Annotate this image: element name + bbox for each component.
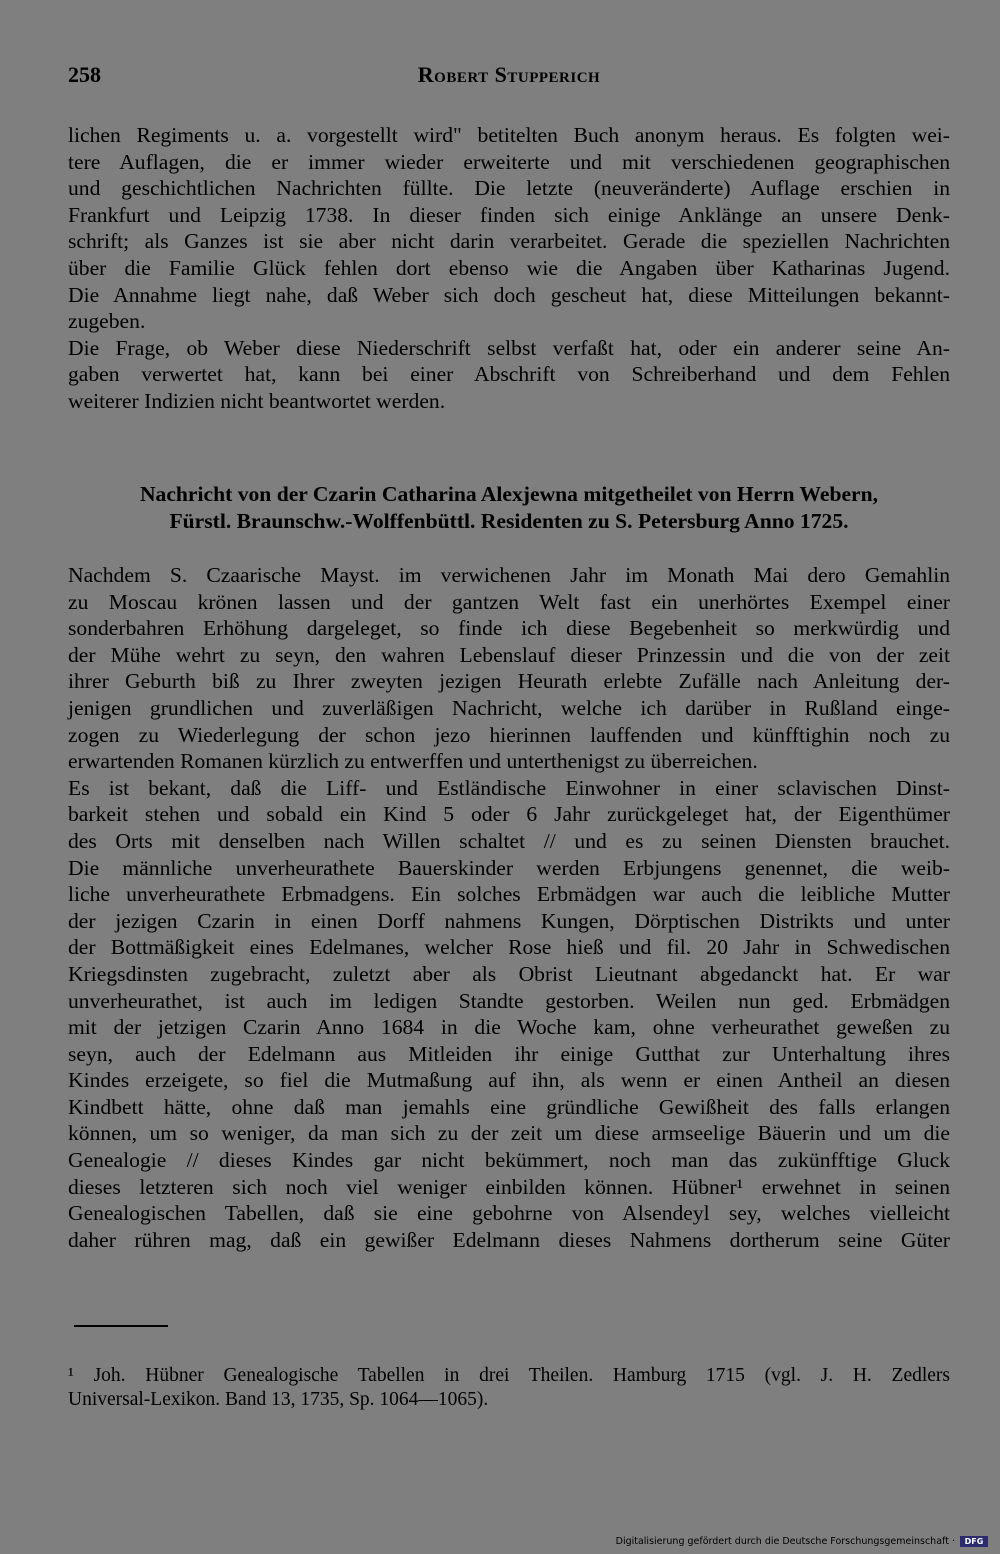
text-line: mit der jetzigen Czarin Anno 1684 in die Woche kam, ohne verheurathet geweßen zu bbox=[68, 1015, 950, 1040]
text-line: sonderbahren Erhöhung dargeleget, so finde ich diese Begebenheit so merkwürdig und bbox=[68, 616, 950, 641]
text-line: Genealogischen Tabellen, daß sie eine gebohrne von Alsendeyl sey, welches vielleicht bbox=[68, 1201, 950, 1226]
page-number: 258 bbox=[68, 62, 101, 87]
running-head: Robert Stupperich bbox=[417, 62, 601, 87]
text-line: Kindbett hätte, ohne daß man jemahls eine gründliche Gewißheit des falls erlangen bbox=[68, 1094, 950, 1119]
text-line: Frankfurt und Leipzig 1738. In dieser finden sich einige Anklänge an unsere Denk- bbox=[68, 202, 950, 227]
text-line: Es ist bekant, daß die Liff- und Estländische Einwohner in einer sclavischen Dinst- bbox=[68, 775, 950, 800]
dfg-logo: DFG bbox=[960, 1536, 988, 1547]
body-text bbox=[68, 562, 950, 1253]
text-line: gaben verwertet hat, kann bei einer Abschrift von Schreiberhand und dem Fehlen bbox=[68, 362, 950, 387]
text-line: erwartenden Romanen kürzlich zu entwerffen und unterthenigst zu überreichen. bbox=[68, 749, 758, 774]
text-line: Genealogie // dieses Kindes gar nicht bekümmert, noch man das zukünfftige Gluck bbox=[68, 1148, 950, 1173]
text-line: Kriegsdinsten zugebracht, zuletzt aber als Obrist Lieutnant abgedanckt hat. Er war bbox=[68, 961, 950, 986]
text-line: Kindes erzeigete, so fiel die Mutmaßung auf ihn, als wenn er einen Antheil an diesen bbox=[68, 1068, 950, 1093]
text-line: schrift; als Ganzes ist sie aber nicht darin verarbeitet. Gerade die speziellen Nachrichten bbox=[68, 229, 950, 254]
footnote bbox=[68, 1364, 950, 1412]
text-line: daher rühren mag, daß ein gewißer Edelmann dieses Nahmens dortherum seine Güter bbox=[68, 1227, 950, 1252]
text-line: zu Moscau krönen lassen und der gantzen Welt fast ein unerhörtes Exempel einer bbox=[68, 589, 950, 614]
section-heading bbox=[68, 481, 950, 535]
credit-text: Digitalisierung gefördert durch die Deutsche Forschungsgemeinschaft · bbox=[615, 1536, 955, 1547]
page-header bbox=[68, 62, 950, 96]
text-line: ihrer Geburth biß zu Ihrer zweyten jezigen Heurath erlebte Zufälle nach Anleitung der- bbox=[68, 669, 950, 694]
digitization-credit bbox=[608, 1536, 988, 1550]
text-line: tere Auflagen, die er immer wieder erweiterte und mit verschiedenen geographischen bbox=[68, 149, 950, 174]
text-line: der Mühe wehrt zu seyn, den wahren Lebenslauf dieser Prinzessin und die von der zeit bbox=[68, 642, 950, 667]
text-line: Die Frage, ob Weber diese Niederschrift selbst verfaßt hat, oder ein anderer seine An- bbox=[68, 335, 950, 360]
heading-line: Fürstl. Braunschw.-Wolffenbüttl. Residenten zu S. Petersburg Anno 1725. bbox=[169, 509, 849, 533]
text-line: barkeit stehen und sobald ein Kind 5 oder 6 Jahr zurückgeleget hat, der Eigenthümer bbox=[68, 802, 950, 827]
footnote-divider bbox=[74, 1325, 168, 1327]
text-line: weiterer Indizien nicht beantwortet werden. bbox=[68, 388, 446, 413]
text-line: zugeben. bbox=[68, 309, 146, 334]
text-line: liche unverheurathete Erbmadgens. Ein solches Erbmädgen war auch die leibliche Mutter bbox=[68, 882, 950, 907]
text-line: Die Annahme liegt nahe, daß Weber sich doch gescheut hat, diese Mitteilungen bekannt- bbox=[68, 282, 950, 307]
text-line: des Orts mit denselben nach Willen schaltet // und es zu seinen Diensten brauchet. bbox=[68, 828, 950, 853]
footnote-line: Universal-Lexikon. Band 13, 1735, Sp. 1064—1065). bbox=[68, 1389, 489, 1410]
text-line: der jezigen Czarin in einen Dorff nahmens Kungen, Dörptischen Distrikts und unter bbox=[68, 908, 950, 933]
text-line: und geschichtlichen Nachrichten füllte. Die letzte (neuveränderte) Auflage erschien in bbox=[68, 176, 950, 201]
text-line: über die Familie Glück fehlen dort ebenso wie die Angaben über Katharinas Jugend. bbox=[68, 255, 950, 280]
text-line: seyn, auch der Edelmann aus Mitleiden ihr einige Gutthat zur Unterhaltung ihres bbox=[68, 1041, 950, 1066]
text-line: Nachdem S. Czaarische Mayst. im verwichenen Jahr im Monath Mai dero Gemahlin bbox=[68, 563, 950, 587]
text-line: zogen zu Wiederlegung der schon jezo hierinnen lauffenden und künfftighin noch zu bbox=[68, 722, 950, 747]
text-line: jenigen grundlichen und zuverläßigen Nachricht, welche ich darüber in Rußland einge- bbox=[68, 695, 950, 720]
intro-paragraphs bbox=[68, 122, 950, 415]
text-line: lichen Regiments u. a. vorgestellt wird" betitelten Buch anonym heraus. Es folgten wei- bbox=[68, 123, 950, 147]
text-line: können, um so weniger, da man sich zu der zeit um diese armseelige Bäuerin und um die bbox=[68, 1121, 950, 1146]
text-line: dieses letzteren sich noch viel weniger einbilden können. Hübner¹ erwehnet in seinen bbox=[68, 1174, 950, 1199]
footnote-line: ¹ Joh. Hübner Genealogische Tabellen in drei Theilen. Hamburg 1715 (vgl. J. H. Zedlers bbox=[68, 1365, 950, 1386]
text-line: unverheurathet, ist auch im ledigen Standte gestorben. Weilen nun ged. Erbmädgen bbox=[68, 988, 950, 1013]
text-line: Die männliche unverheurathete Bauerskinder werden Erbjungens genennet, die weib- bbox=[68, 855, 950, 880]
heading-line: Nachricht von der Czarin Catharina Alexjewna mitgetheilet von Herrn Webern, bbox=[139, 482, 879, 506]
text-line: der Bottmäßigkeit eines Edelmanes, welcher Rose hieß und fil. 20 Jahr in Schwedischen bbox=[68, 935, 950, 960]
